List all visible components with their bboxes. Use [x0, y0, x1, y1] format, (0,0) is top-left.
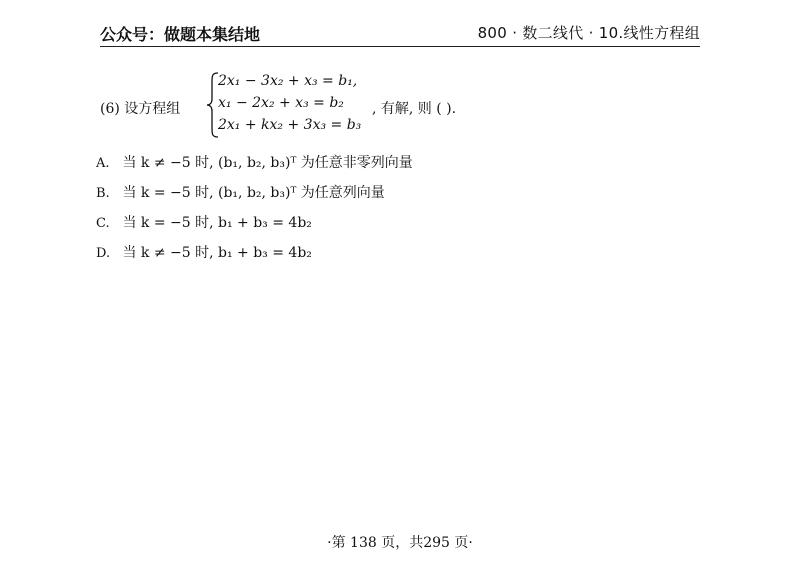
option-text: 当 k ≠ −5 时, (b₁, b₂, b₃)ᵀ 为任意非零列向量 — [122, 155, 413, 171]
option-letter: A. — [96, 156, 110, 171]
page-header — [100, 20, 700, 47]
option-text: 当 k = −5 时, (b₁, b₂, b₃)ᵀ 为任意列向量 — [122, 185, 385, 201]
option-c[interactable] — [96, 208, 413, 238]
equation-line: 2x₁ − 3x₂ + x₃ = b₁, — [218, 73, 358, 89]
option-text: 当 k = −5 时, b₁ + b₃ = 4b₂ — [122, 215, 312, 231]
option-a[interactable] — [96, 148, 413, 178]
page-footer: ·第 138 页，共295 页· — [327, 535, 473, 551]
question-label: (6) 设方程组 — [100, 101, 181, 117]
option-letter: B. — [96, 186, 110, 201]
option-letter: D. — [96, 246, 111, 261]
equation-line: 2x₁ + kx₂ + 3x₃ = b₃ — [218, 117, 362, 133]
options-list — [96, 148, 413, 268]
option-b[interactable] — [96, 178, 413, 208]
question-6 — [100, 70, 700, 140]
equation-line: x₁ − 2x₂ + x₃ = b₂ — [218, 95, 344, 111]
question-tail: , 有解, 则 ( ). — [372, 101, 457, 117]
equation-system — [218, 70, 361, 136]
option-text: 当 k ≠ −5 时, b₁ + b₃ = 4b₂ — [122, 245, 312, 261]
header-chapter: 800 · 数二线代 · 10.线性方程组 — [477, 24, 700, 42]
header-source: 公众号：做题本集结地 — [100, 25, 261, 44]
option-d[interactable] — [96, 238, 413, 268]
option-letter: C. — [96, 216, 110, 231]
